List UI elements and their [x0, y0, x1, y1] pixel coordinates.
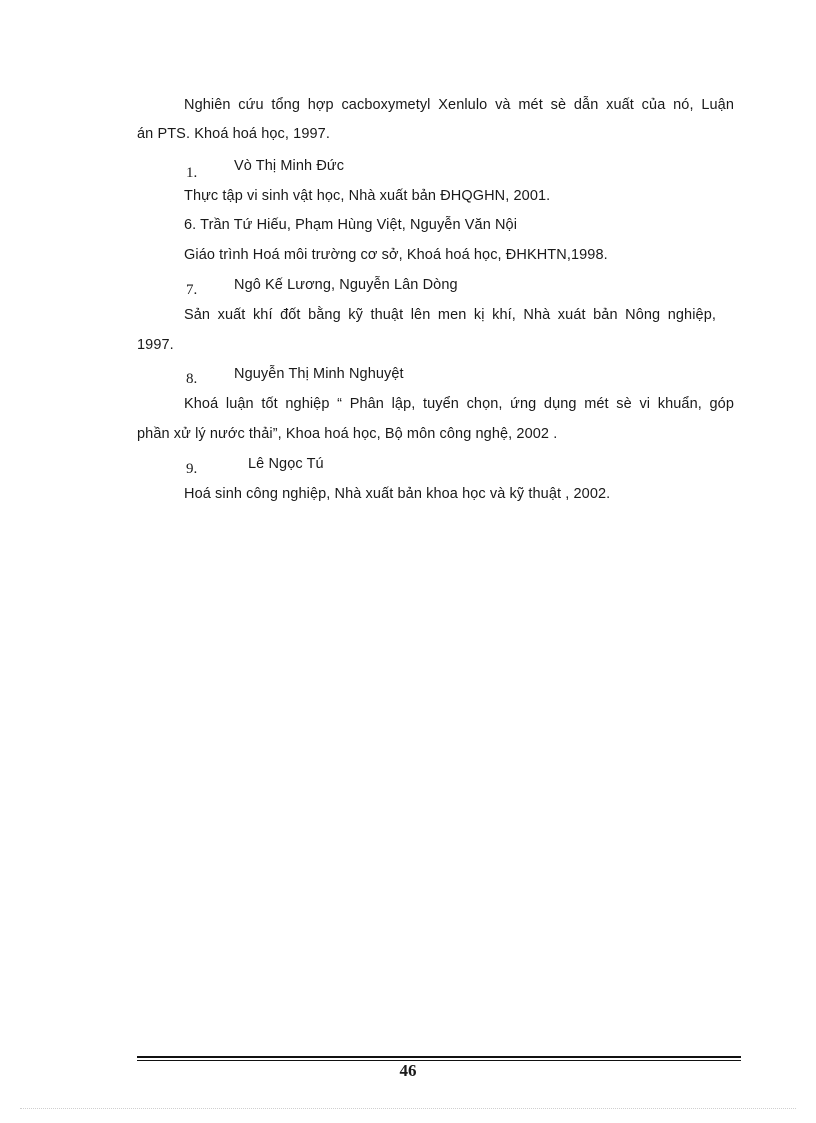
ref8-author: Nguyễn Thị Minh Nghuyệt — [234, 366, 404, 382]
ref5-author: Vò Thị Minh Đức — [234, 158, 345, 174]
ref8-body-line-1: Khoá luận tốt nghiệp “ Phân lập, tuyển chọn, ứng dụng mét sè vi khuẩn, góp — [184, 396, 734, 412]
ref7-body-line-2: 1997. — [137, 337, 174, 353]
ref6-heading: 6. Trần Tứ Hiếu, Phạm Hùng Việt, Nguyễn Văn Nội — [184, 217, 518, 233]
ref6-body: Giáo trình Hoá môi trường cơ sở, Khoá hoá học, ĐHKHTN,1998. — [184, 247, 608, 263]
footer-rule-thick — [137, 1056, 741, 1058]
page-bottom-border — [20, 1108, 796, 1109]
ref4-body-line-2: án PTS. Khoá hoá học, 1997. — [137, 126, 330, 142]
ref7-number: 7. — [186, 282, 198, 298]
ref9-body: Hoá sinh công nghiệp, Nhà xuất bản khoa học và kỹ thuật , 2002. — [184, 486, 611, 502]
ref7-body-line-1: Sản xuất khí đốt bằng kỹ thuật lên men kị khí, Nhà xuát bản Nông nghiệp, — [184, 307, 716, 323]
ref5-body: Thực tập vi sinh vật học, Nhà xuất bản ĐHQGHN, 2001. — [184, 188, 551, 204]
ref7-author: Ngô Kế Lương, Nguyễn Lân Dòng — [234, 277, 458, 293]
ref9-author: Lê Ngọc Tú — [248, 456, 324, 472]
ref4-body-line-1: Nghiên cứu tổng hợp cacboxymetyl Xenlulo và mét sè dẫn xuất của nó, Luận — [184, 97, 734, 113]
ref9-number: 9. — [186, 461, 198, 477]
ref8-body-line-2: phần xử lý nước thải”, Khoa hoá học, Bộ môn công nghệ, 2002 . — [137, 426, 558, 442]
page-number: 46 — [399, 1061, 417, 1080]
ref8-number: 8. — [186, 371, 198, 387]
ref5-number: 1. — [186, 165, 198, 181]
